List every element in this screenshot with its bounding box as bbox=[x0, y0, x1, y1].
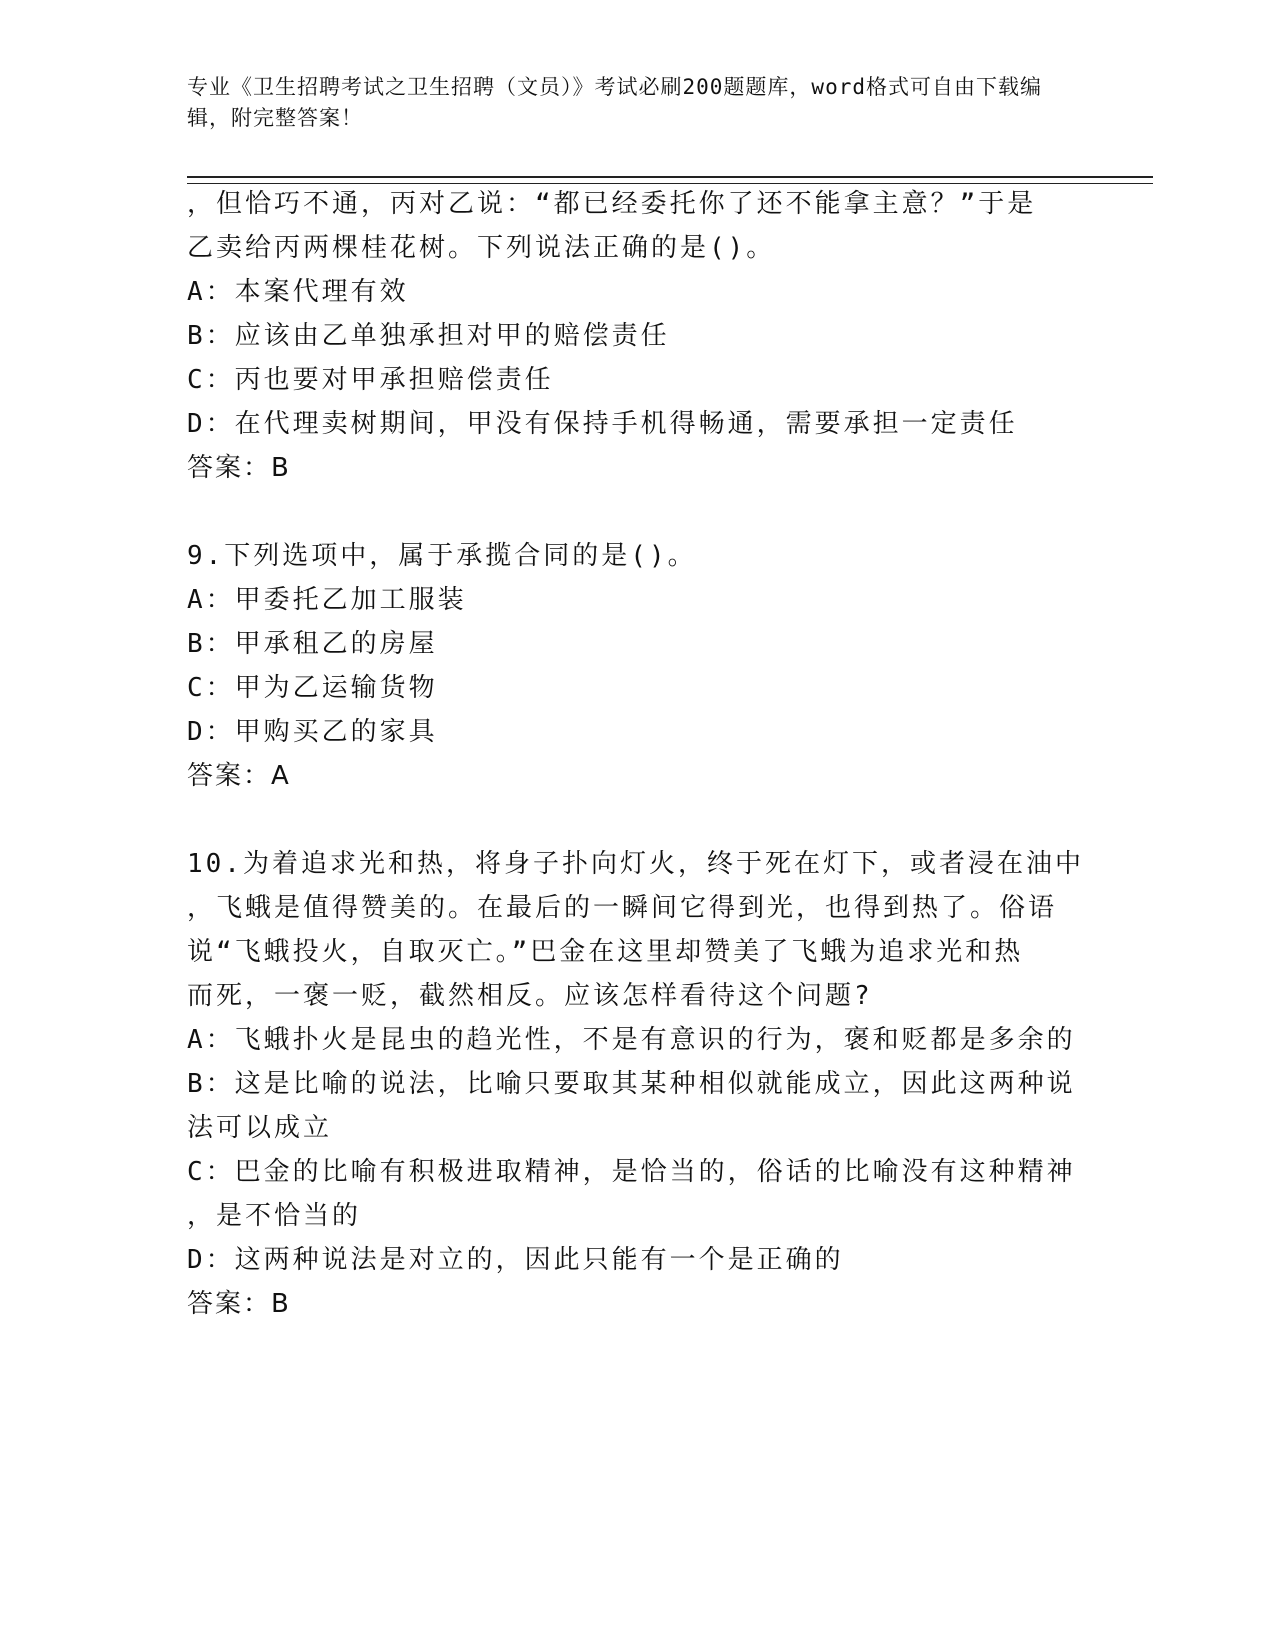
q8-option-c: C：丙也要对甲承担赔偿责任 bbox=[187, 365, 554, 395]
header-divider-thick bbox=[187, 176, 1153, 178]
q10-option-c: C：巴金的比喻有积极进取精神，是恰当的，俗话的比喻没有这种精神 bbox=[187, 1157, 1076, 1187]
q10-stem-line-4: 而死，一褒一贬，截然相反。应该怎样看待这个问题? bbox=[187, 981, 873, 1011]
q9-option-b: B：甲承租乙的房屋 bbox=[187, 629, 438, 659]
q9-answer: 答案：A bbox=[187, 761, 291, 791]
document-header: 专业《卫生招聘考试之卫生招聘（文员）》考试必刷200题题库，word格式可自由下载编辑，附完整答案！ bbox=[187, 75, 1042, 130]
header-divider-thin bbox=[187, 183, 1153, 184]
q9-option-c: C：甲为乙运输货物 bbox=[187, 673, 438, 703]
q8-stem-line-2: 乙卖给丙两棵桂花树。下列说法正确的是()。 bbox=[187, 233, 776, 263]
q9-option-d: D：甲购买乙的家具 bbox=[187, 717, 438, 747]
q9-option-a: A：甲委托乙加工服装 bbox=[187, 585, 467, 615]
q10-option-a: A：飞蛾扑火是昆虫的趋光性，不是有意识的行为，褒和贬都是多余的 bbox=[187, 1025, 1076, 1055]
q10-stem-line-1: 10.为着追求光和热，将身子扑向灯火，终于死在灯下，或者浸在油中 bbox=[187, 849, 1084, 879]
q10-option-b: B：这是比喻的说法，比喻只要取其某种相似就能成立，因此这两种说 bbox=[187, 1069, 1076, 1099]
q8-stem-line-1: ，但恰巧不通，丙对乙说：“都已经委托你了还不能拿主意？”于是 bbox=[187, 189, 1037, 219]
q10-option-b-continued: 法可以成立 bbox=[187, 1113, 333, 1143]
q9-stem: 9.下列选项中，属于承揽合同的是()。 bbox=[187, 541, 697, 571]
q8-option-b: B：应该由乙单独承担对甲的赔偿责任 bbox=[187, 321, 670, 351]
q10-stem-line-3: 说“飞蛾投火，自取灭亡。”巴金在这里却赞美了飞蛾为追求光和热 bbox=[187, 937, 1024, 967]
q10-option-d: D：这两种说法是对立的，因此只能有一个是正确的 bbox=[187, 1245, 844, 1275]
q10-answer: 答案：B bbox=[187, 1289, 291, 1319]
q8-option-a: A：本案代理有效 bbox=[187, 277, 409, 307]
q8-option-d: D：在代理卖树期间，甲没有保持手机得畅通，需要承担一定责任 bbox=[187, 409, 1018, 439]
q8-answer: 答案：B bbox=[187, 453, 291, 483]
q10-option-c-continued: ，是不恰当的 bbox=[187, 1201, 362, 1231]
q10-stem-line-2: ，飞蛾是值得赞美的。在最后的一瞬间它得到光，也得到热了。俗语 bbox=[187, 893, 1058, 923]
